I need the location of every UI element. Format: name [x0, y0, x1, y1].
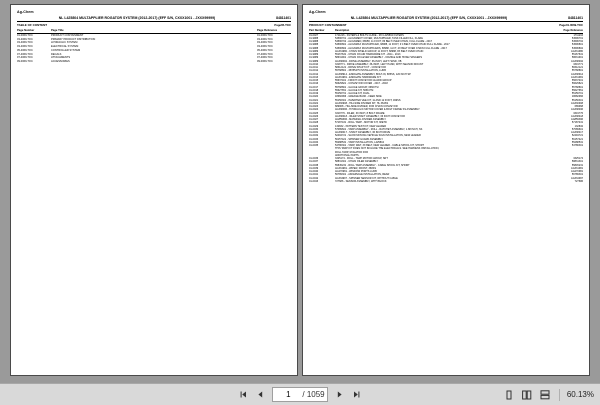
parts-cell-description: AG338417 - SHAFT ASSEMBLY, 36 INCH DRIVE [335, 131, 391, 135]
parts-cell-reference: 58631901 [571, 56, 583, 60]
parts-cell-reference: 3319776 [573, 111, 583, 115]
parts-cell-description: 3318771 - DRIVE ASSEMBLY, 36-INCH, LEFT HAND, WITH SEASON MOUNT [335, 62, 424, 66]
parts-cell-reference: 3319771 [573, 62, 583, 66]
parts-cell-description: AG338418 - IDLER SHAFT ASSEMBLY, 36 INCH CONVEYOR [335, 114, 405, 118]
previous-page-button[interactable] [253, 388, 267, 402]
parts-header-number: Part Number [309, 28, 325, 32]
toc-cell-page-title: ATTACHMENTS [51, 56, 71, 60]
parts-cell-number: 01-0040 [309, 170, 319, 174]
parts-cell-reference: 132832 [574, 124, 583, 128]
parts-cell-reference: 55167631 [571, 53, 583, 57]
toc-cell-page-reference: 07-4069-TOC [257, 56, 273, 60]
parts-cell-reference: AG338496 [571, 108, 583, 112]
toc-cell-page-title: DECALS [51, 52, 62, 56]
last-page-button[interactable] [350, 388, 364, 402]
toc-cell-page-title: PRIMARY PRODUCT DISTRIBUTION [51, 37, 96, 41]
parts-cell-reference: 54596702 [571, 40, 583, 44]
parts-cell-description: 57089601 - TARP ASSEMBLY - ROLL - RATCHET ASSEMBLY, 1.88 INCH, SS [335, 127, 423, 131]
parts-cell-number: 01-0038 [309, 163, 319, 167]
parts-cell-reference: 52494721 [571, 134, 583, 138]
brand-logo: Ag-Chem [309, 10, 326, 14]
toc-cell-page-title: ACCESSORIES [51, 60, 70, 64]
parts-cell-reference: AG331981 [571, 166, 583, 170]
parts-cell-reference: AG338418 [571, 114, 583, 118]
parts-cell-description: 54596701 - ALIGNMENT COVER, MULTAPPLIER, TANK FILLER FILL, FLARE [335, 36, 423, 40]
parts-cell-description: 58831301 - CHAIN OILER ASSEMBLY [335, 160, 379, 164]
parts-cell-description: 132832 - PATTERN TEST KIT, NEW LEADER [335, 124, 387, 128]
parts-cell-reference: 55768801 [571, 85, 583, 89]
page-title: NL L425804 MULTAPPLIER ROGATOR SYSTEM (2012-2017) (EFF S/N, CXXX1001 - JXXX99999) [58, 15, 216, 20]
parts-cell-reference: 56789301 [571, 173, 583, 177]
toc-cell-page-number: 03-4069-TOC [17, 45, 33, 49]
parts-cell-reference: 58312121 [571, 66, 583, 70]
parts-cell-reference: 54596801 [571, 43, 583, 47]
toc-header-page-number: Page Number [17, 28, 35, 32]
parts-cell-number: 01-9988 [309, 36, 319, 40]
parts-cell-description: 55288531 - TARP INSTALLATION, L425804 [335, 140, 384, 144]
parts-cell-number: 01-0012 [309, 72, 319, 76]
parts-cell-reference: 55768801 [571, 69, 583, 73]
parts-cell-number: 01-0034 [309, 140, 319, 144]
parts-cell-number: 01-9989 [309, 59, 319, 63]
parts-cell-description: 55768801 - 45X55475 INSTALLATION, LUDB [335, 69, 386, 73]
parts-cell-description: 55167631 - CHAIN ON AIR HARDWARE KIT - 2011 - 2013 [335, 53, 401, 57]
parts-cell-reference: AG859396 [571, 118, 583, 122]
parts-cell-description: 55156701 - GAUGE KIT, DUAL [335, 92, 370, 96]
parts-list-note: ADDITIONAL PARTS. [335, 153, 360, 157]
parts-cell-reference: AG338417 [571, 131, 583, 135]
page-number-input[interactable] [275, 389, 301, 400]
parts-header-description: Description [335, 28, 350, 32]
parts-cell-description: AG859396 - MATERIAL DIVIDER ASSEMBLY [335, 118, 387, 122]
parts-cell-number: 01-0035 [309, 144, 319, 148]
parts-cell-reference: 55156701 [571, 92, 583, 96]
parts-cell-description: AG331981 - WIPER, FRONT, 36#SS [335, 166, 376, 170]
zoom-level-label: 60.13% [566, 390, 594, 399]
parts-cell-reference: 58831301 [571, 160, 583, 164]
page-header-right [309, 16, 583, 23]
parts-cell-number: 01-0021 [309, 98, 319, 102]
toc-cell-page-reference: 07-4069-TOC [257, 52, 273, 56]
parts-cell-number: 01-0012 [309, 69, 319, 73]
toc-cell-page-number: 05-4069-TOC [17, 48, 33, 52]
parts-list-note: ROLL TARP, ROGATOR FOR [335, 150, 369, 154]
toc-row[interactable] [17, 60, 291, 64]
parts-cell-number: 01-0039 [309, 166, 319, 170]
parts-cell-reference: 54786301 [571, 144, 583, 148]
parts-cell-number: 01-0037 [309, 160, 319, 164]
parts-cell-number: 01-0030 [309, 127, 319, 131]
toc-cell-page-number: 07-4069-TOC [17, 52, 33, 56]
parts-cell-number: 01-9988 [309, 46, 319, 50]
parts-cell-reference: 689968 [574, 105, 583, 109]
section-header-left [17, 24, 291, 28]
document-code: 84811401 [276, 15, 291, 20]
parts-cell-reference: 56629821 [571, 82, 583, 86]
single-page-view-button[interactable] [502, 388, 516, 402]
parts-cell-number: 01-0019 [309, 92, 319, 96]
first-page-button[interactable] [236, 388, 250, 402]
parts-cell-description: AG338914 - ENDGATE ASSEMBLY, BOLT-IN, 685SS, 120 INCH SP [335, 72, 411, 76]
parts-list-note: THIS TARP KIT DOES NOT INCLUDE THE ELECTRICALS. SEE HARNESS INSTALLATION, [335, 147, 440, 151]
parts-cell-description: 55845231 - ROLL TARP ASSEMBLY - CABLE SPOOL KIT, SHORT [335, 163, 410, 167]
parts-cell-number: 01-0013 [309, 75, 319, 79]
parts-cell-number: 01-0015 [309, 79, 319, 83]
parts-cell-reference: 57089601 [571, 127, 583, 131]
parts-cell-description: 55637401 - FRONT CONVEYOR GUARD GROUP [335, 79, 392, 83]
parts-cell-description: AG330908 - HILLSIDE DIVIDER KIT, HL 364SS [335, 101, 389, 105]
parts-list-row[interactable] [309, 180, 583, 183]
parts-cell-number: 01-0029 [309, 124, 319, 128]
page-header-left [17, 16, 291, 23]
document-page-right[interactable] [302, 4, 590, 376]
parts-cell-reference: AG331980 [571, 49, 583, 53]
parts-cell-number: 01-0018 [309, 88, 319, 92]
parts-cell-number: 01-0010 [309, 62, 319, 66]
parts-cell-reference: AG338914 [571, 72, 583, 76]
toc-cell-page-number: 01-0069-TOC [17, 33, 33, 37]
parts-cell-number: 01-0027 [309, 118, 319, 122]
parts-cell-reference: AG270981 [571, 170, 583, 174]
parts-cell-number: 01-9989 [309, 56, 319, 60]
toc-body [17, 34, 291, 64]
parts-cell-number: 01-0027 [309, 33, 319, 37]
parts-cell-description: 56157421 - SPINNER GUARD ASSEMBLY [335, 137, 384, 141]
parts-cell-description: 57187431 - ROLL TARP - MOTOR KIT, 38ETD [335, 121, 387, 125]
viewer-toolbar [0, 383, 600, 405]
parts-cell-reference: 18682966 [571, 95, 583, 99]
parts-cell-description: 1711216 - FILTERS & BOLTS GUIDE - RO L425804 FILTERS [335, 33, 404, 37]
parts-cell-reference: 1711216 [573, 33, 583, 37]
toc-cell-page-title: CONTROLLER SYSTEM [51, 48, 81, 52]
document-code: 84811401 [568, 15, 583, 20]
toc-cell-page-reference: 03-4069-TOC [257, 37, 273, 41]
section-title: PRODUCT CONTAINMENT [309, 22, 347, 27]
parts-cell-number: 01-0026 [309, 114, 319, 118]
parts-cell-reference: 54596701 [571, 36, 583, 40]
parts-cell-reference: 55627651 [571, 88, 583, 92]
parts-cell-number: 01-0042 [309, 176, 319, 180]
parts-cell-description: 54596802 - ALIGNMAX MULTAPPLIERS, 68988, 11 FT, 4X BELT OVER CHAIN FULL FLARE - 2017 [335, 46, 447, 50]
parts-cell-description: 55768801 - GAUGE GROUP, 3666 PSI [335, 85, 379, 89]
parts-cell-number: 01-0020 [309, 95, 319, 99]
parts-cell-reference: 3325174 [573, 157, 583, 161]
parts-cell-reference: AG330908 [571, 101, 583, 105]
parts-cell-description: 3319776 - IDLER, 39 INCH, 8 BOLT FRAME [335, 111, 385, 115]
parts-cell-number: 01-0041 [309, 173, 319, 177]
parts-header-reference: Page Reference [563, 28, 583, 32]
toc-cell-page-title: ELECTRICAL SYSTEM [51, 45, 79, 49]
parts-cell-description: AG270981 - WINDOW PORTS LUDB [335, 170, 377, 174]
page-title: NL L425804 MULTAPPLIER ROGATOR SYSTEM (2012-2017) (EFF S/N, CXXX1001 - JXXX99999) [350, 15, 508, 20]
toc-cell-page-reference: 01-0069-TOC [257, 33, 273, 37]
toc-cell-page-reference: 03-4069-TOC [257, 41, 273, 45]
parts-cell-number: 01-9988 [309, 40, 319, 44]
parts-cell-number: 01-9988 [309, 43, 319, 47]
parts-cell-description: 56629821 - CONVEYOR COVER - 2017 - 2018 [335, 82, 388, 86]
parts-cell-description: 54786301 - TARP, WET, 3X BELT, NEW LEADER - CABLE SPOOL KIT, SHORT [335, 144, 425, 148]
document-page-left[interactable] [10, 4, 298, 376]
parts-cell-reference: 57187431 [571, 121, 583, 125]
section-page-number: Page01-0069-TOC [559, 23, 583, 28]
parts-cell-description: 56789301 - AKKERVALE INSTALLATION, REAR [335, 173, 390, 177]
parts-cell-reference: 55845231 [571, 163, 583, 167]
parts-cell-number: 01-9989 [309, 49, 319, 53]
parts-cell-number: 01-0032 [309, 134, 319, 138]
parts-cell-number: 01-0028 [309, 121, 319, 125]
parts-cell-description: AG334997 - SPINNER SENSOR KIT, WITHOUT CABLE [335, 176, 398, 180]
page-number-box[interactable] [272, 387, 327, 402]
section-header-right [309, 24, 583, 28]
toc-cell-page-number: 03-4069-TOC [17, 41, 33, 45]
parts-cell-number: 01-0036 [309, 157, 319, 161]
toc-cell-page-reference: 05-4069-TOC [257, 48, 273, 52]
toc-cell-page-number: 03-4069-TOC [17, 37, 33, 41]
parts-cell-description: 3325174 - ROLL - TARP MOTOR GROUP, SRT [335, 157, 388, 161]
toc-cell-page-number: 07-4069-TOC [17, 56, 33, 60]
parts-cell-reference: AG331981 [571, 75, 583, 79]
parts-cell-reference: 55156301 [571, 98, 583, 102]
facing-page-view-button[interactable] [520, 388, 534, 402]
parts-cell-number: 01-0024 [309, 108, 319, 112]
parts-list-body [309, 34, 583, 184]
parts-cell-reference: AG334997 [571, 176, 583, 180]
parts-cell-description: 54596702 - ALIGNMEN, 68958, 11 FOOT, 86 BELT OVER CHAIN, FULL FLARE - 2017 [335, 40, 433, 44]
toc-cell-page-title: PRODUCT CONTAINMENT [51, 33, 84, 37]
parts-cell-number: 01-9989 [309, 53, 319, 57]
toc-cell-page-reference: 09-0069-TOC [257, 60, 273, 64]
parts-cell-description: 689968 - HILLSIDE DIVIDER, FOR CHAIN CONVEYOR [335, 105, 398, 109]
parts-cell-number: 01-0017 [309, 85, 319, 89]
toc-header-page-reference: Page Reference [257, 28, 278, 32]
parts-cell-reference: 55288531 [571, 140, 583, 144]
parts-cell-reference: 56157421 [571, 137, 583, 141]
parts-cell-description: AG331981 - ENDGATE HARDWARE KIT [335, 75, 381, 79]
parts-cell-description: 52494721 - SLOW MOVING VEHICLE SIGN INSTALLATION, NEW LEADER [335, 134, 421, 138]
toolbar-divider [559, 389, 560, 401]
parts-cell-number: 01-0011 [309, 66, 318, 70]
parts-cell-reference: 54596802 [571, 46, 583, 50]
parts-cell-reference: 727686 [574, 179, 583, 183]
parts-cell-description: AG338492 - DRIVE ASSEMBLY, 36-INCH, LEFT HAND, XB [335, 59, 402, 63]
toc-cell-page-reference: 03-4069-TOC [257, 45, 273, 49]
parts-cell-number: 01-0023 [309, 105, 319, 109]
parts-cell-description: 727686 - SENSOR ASSEMBLY, WITH BLOCK [335, 179, 387, 183]
toc-header-page-title: Page Title [51, 28, 64, 32]
parts-cell-description: 54596801 - ALIGNMAX MULTAPPLIER, 68988, 11 FOOT, # 4 BELT OVER CHAIN FULL FLARE - 2017 [335, 43, 450, 47]
parts-cell-description: 55156301 - INVERTED VEE KIT, 11 AND 12 FOOT, 499SS [335, 98, 401, 102]
parts-cell-number: 01-0016 [309, 82, 319, 86]
parts-cell-number: 01-0025 [309, 111, 319, 115]
parts-cell-reference: 55637401 [571, 79, 583, 83]
page-total-label: / 1059 [302, 390, 325, 399]
parts-cell-number: 01-0031 [309, 131, 319, 135]
parts-cell-description: 55627651 - GAUGE KIT, 5666 PSI [335, 88, 374, 92]
continuous-view-button[interactable] [538, 388, 552, 402]
parts-cell-description: AG338496 - HYDRAULIC MOTOR COVER & BOLT FRAME SS ASSEMBLY [335, 108, 420, 112]
parts-cell-number: 01-0033 [309, 137, 319, 141]
brand-logo: Ag-Chem [17, 10, 34, 14]
parts-cell-number: 01-0022 [309, 101, 319, 105]
parts-cell-description: 18682966 - GREASE BANK - FEED SIDE [335, 95, 382, 99]
section-page-number: Page65-TOC [274, 23, 291, 28]
toc-cell-page-title: HYDRAULIC SYSTEM [51, 41, 78, 45]
parts-cell-description: 58631901 - CHAIN ON LEVER ASSEMBLY - NOZZLE AND HOSE HANGERS [335, 56, 423, 60]
section-title: TABLE OF CONTENT [17, 22, 48, 27]
parts-cell-description: AG331980 - CHAIN SHIELD GROUP, 11 FOOT, 68988, 8X BELT OVER CHAIN [335, 49, 424, 53]
parts-cell-description: 58312121 - DRIVE SHAFT KIT - CONVEYOR [335, 66, 386, 70]
parts-cell-reference: AG338492 [571, 59, 583, 63]
toc-cell-page-number: 09-0069-TOC [17, 60, 33, 64]
parts-cell-number: 01-0043 [309, 179, 319, 183]
next-page-button[interactable] [333, 388, 347, 402]
